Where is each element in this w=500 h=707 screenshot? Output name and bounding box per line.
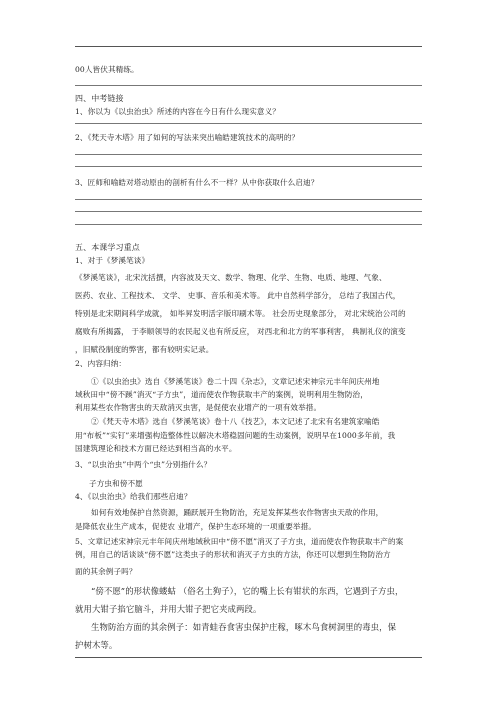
- item2-p2-line: ②《梵天寺木塔》选自《梦溪笔谈》卷十八《技艺》，本文记述了北宋有名建筑家喻皓: [91, 417, 380, 426]
- item4-line: 是降低农业生产成本，促使农 业增产，保护生态环境的一项重要举措。: [75, 522, 317, 531]
- item5-answer-line: 就用大钳子掐它脑斗，并用大钳子把它夹成两段。: [75, 604, 262, 614]
- answer-line: [75, 154, 422, 155]
- item5-answer-line: 生物防治方面的其余例子：如青蛙吞食害虫保护庄稼，啄木鸟食树洞里的毒虫，保: [91, 622, 397, 632]
- answer-line: [75, 85, 422, 86]
- answer-line: [75, 199, 422, 200]
- item3-title: 3、“以虫治虫”中两个“虫”分别指什么？: [75, 460, 212, 469]
- section4-q1: 1、你以为《以虫治虫》所述的内容在今日有什么现实意义？: [75, 107, 280, 116]
- section4-q2: 2、《梵天寺木塔》用了如何的写法来突出喻皓建筑技术的高明的？: [75, 133, 300, 142]
- section5-title: 五、本课学习重点: [75, 243, 140, 252]
- item5-line: 面的其余例子吗？: [75, 567, 137, 576]
- item2-p1-line: 域秋田中“傍不蹊”消灭“子方虫”，道而使农作物获取丰产的案例，说明利用生物防治，: [75, 390, 368, 399]
- item1-line: 医药、农业、工程技术、 文学、 史事、音乐和美术等。 此中自然科学部分， 总结了我国古代，: [75, 291, 401, 300]
- item5-line: 例，用自己的话谈谈“傍不愿”这类虫子的形状和消灭子方虫的方法，你还可以想到生物防治方: [75, 550, 391, 559]
- top-rule: [75, 46, 422, 47]
- answer-line: [75, 211, 422, 212]
- item1-line: 腐败有所揭露， 于李顺领导的农民起义也有所反应， 对西北和北方的军事利害， 典制礼仪的演变: [75, 327, 406, 336]
- item2-p2-line: 用“布板”“实钉”来增强构造整体性以解决木塔稳固问题的生动案例，说明早在1000多年前，我: [75, 431, 396, 440]
- item2-p1-line: 利用某些农作物害虫的天敌消灭虫害，是促使农业增产的一项有效举措。: [75, 403, 322, 412]
- item2-p1-line: ①《以虫治虫》选自《梦溪笔谈》卷二十四《杂志》，文章记述宋神宗元丰年间庆州地: [91, 377, 380, 386]
- continuation-text: 00人皆伏其精练。: [75, 65, 139, 74]
- item1-line: ，旧赋役制度的弊害，都有较明实记录。: [75, 345, 214, 354]
- answer-line: [75, 166, 422, 167]
- answer-line: [75, 123, 422, 124]
- item5-line: 5、文章记述宋神宗元丰年间庆州地域秋田中“傍不愿”消灭了子方虫，道而使农作物获取丰产的案: [75, 537, 404, 546]
- item5-answer-line: “傍不愿”的形状像蝼蛄 （俗名土狗子），它的嘴上长有钳状的东西，它遇到子方虫，: [91, 586, 404, 596]
- section4-q3: 3、匠师和喻皓对塔动原由的剖析有什么不一样？从中你获取什么启迪？: [75, 178, 319, 187]
- section4-title: 四、中考链接: [75, 94, 124, 103]
- item3-answer: 子方虫和傍不愿: [89, 479, 143, 488]
- item4-line: 如何有效地保护自然资源，踊跃展开生物防治，充足发挥某些农作物害虫天敌的作用，: [91, 508, 384, 517]
- item1-line: 特别是北宋期间科学成就， 如毕昇发明活字版印刷术等。 社会历史现象部分， 对北宋统治公司的: [75, 309, 406, 318]
- bottom-rule: [75, 657, 422, 658]
- item1-line: 《梦溪笔谈》，北宋沈括撰，内容波及天文、数学、物理、化学、生物、电质、地理、气象、: [75, 273, 387, 282]
- item2-p2-line: 国建筑理论和技术方面已经达到相当高的水平。: [75, 444, 237, 453]
- item2-title: 2、内容归纳：: [75, 359, 127, 368]
- item1-title: 1、对于《梦溪笔谈》: [75, 256, 150, 265]
- answer-line: [75, 224, 422, 225]
- item5-answer-line: 护树木等。: [75, 640, 118, 650]
- item4-title: 4、《以虫治虫》给我们那些启迪？: [75, 492, 192, 501]
